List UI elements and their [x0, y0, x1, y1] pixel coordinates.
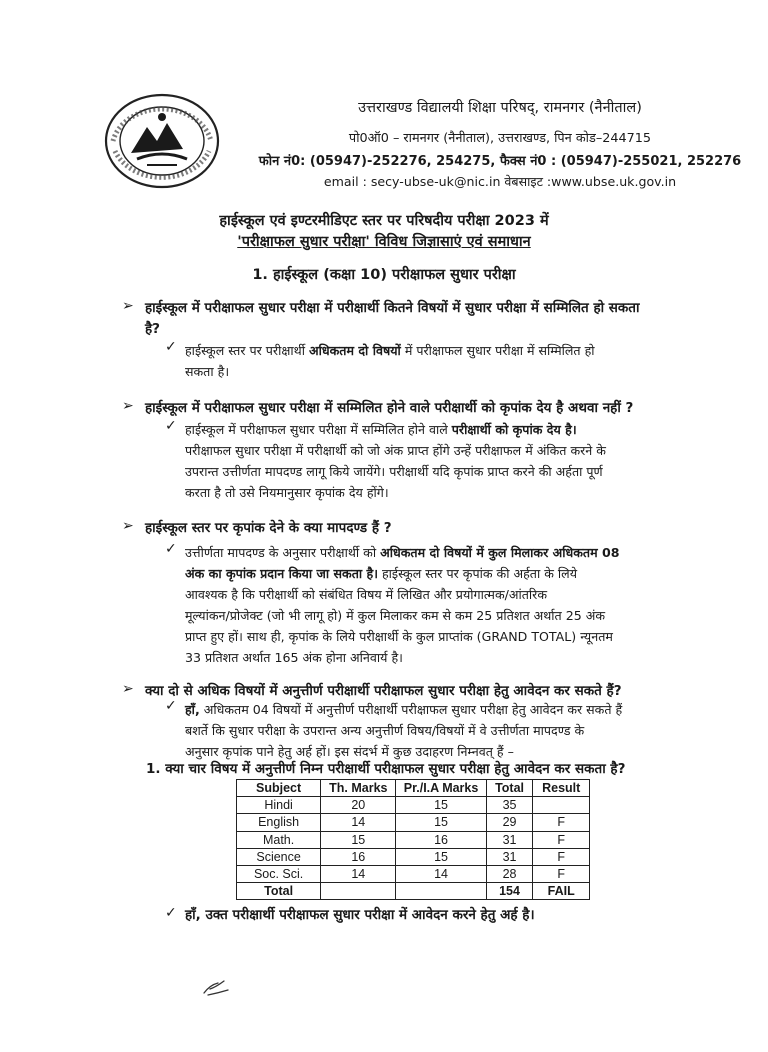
answer-2 — [185, 419, 665, 503]
answer-4 — [185, 699, 665, 762]
table-cell: Science — [237, 848, 321, 865]
table-row — [237, 814, 590, 831]
arrow-bullet-icon: ➢ — [122, 681, 134, 697]
check-mark-icon: ✓ — [165, 339, 177, 355]
answer-emphasis: अधिकतम दो विषयों में कुल मिलाकर अधिकतम 08 — [380, 545, 620, 560]
table-cell: Hindi — [237, 797, 321, 814]
table-cell: 15 — [321, 831, 396, 848]
table-header-cell: Pr./I.A Marks — [396, 780, 486, 797]
answer-1 — [185, 340, 665, 382]
answer-text: उपरान्त उत्तीर्णता मापदण्ड लागू किये जायेंगे। परीक्षार्थी यदि कृपांक प्राप्त करने की अर्हता पूर्ण — [185, 464, 603, 479]
answer-emphasis: हाँ, — [185, 702, 200, 717]
arrow-bullet-icon: ➢ — [122, 398, 134, 414]
answer-text: मूल्यांकन/प्रोजेक्ट (जो भी लागू हो) में कुल मिलाकर कम से कम 25 प्रतिशत अर्थात 25 अंक — [185, 608, 606, 623]
table-row — [237, 797, 590, 814]
document-title: हाईस्कूल एवं इण्टरमीडिएट स्तर पर परिषदीय परीक्षा 2023 में — [219, 213, 549, 229]
final-answer: हाँ, उक्त परीक्षार्थी परीक्षाफल सुधार परीक्षा में आवेदन करने हेतु अर्ह है। — [185, 907, 535, 923]
answer-text: परीक्षाफल सुधार परीक्षा में परीक्षार्थी को जो अंक प्राप्त होंगे उन्हें परीक्षाफल में अंकित करने के — [185, 443, 606, 458]
check-mark-icon: ✓ — [165, 905, 177, 921]
table-cell: F — [533, 814, 590, 831]
question-2: हाईस्कूल में परीक्षाफल सुधार परीक्षा में सम्मिलित होने वाले परीक्षार्थी को कृपांक देय है अथवा नहीं ? — [145, 400, 634, 416]
board-address: पो0ऑ0 – रामनगर (नैनीताल), उत्तराखण्ड, पिन कोड–244715 — [348, 131, 652, 146]
answer-3 — [185, 542, 665, 668]
arrow-bullet-icon: ➢ — [122, 298, 134, 314]
table-cell — [533, 797, 590, 814]
table-row — [237, 831, 590, 848]
answer-text: हाईस्कूल स्तर पर कृपांक की अर्हता के लिये — [377, 566, 578, 581]
table-header-cell: Subject — [237, 780, 321, 797]
table-cell: 31 — [486, 848, 533, 865]
table-cell: F — [533, 848, 590, 865]
table-cell: 16 — [321, 848, 396, 865]
check-mark-icon: ✓ — [165, 541, 177, 557]
table-cell: 35 — [486, 797, 533, 814]
table-header-cell: Result — [533, 780, 590, 797]
question-4: क्या दो से अधिक विषयों में अनुत्तीर्ण परीक्षार्थी परीक्षाफल सुधार परीक्षा हेतु आवेदन कर सकते हैं? — [145, 683, 622, 699]
table-cell: 15 — [396, 814, 486, 831]
section-heading: 1. हाईस्कूल (कक्षा 10) परीक्षाफल सुधार परीक्षा — [252, 267, 516, 283]
answer-text: अधिकतम 04 विषयों में अनुत्तीर्ण परीक्षार्थी परीक्षाफल सुधार परीक्षा हेतु आवेदन कर सकते हैं — [199, 702, 623, 717]
board-seal-logo — [103, 93, 221, 189]
table-total-row — [237, 883, 590, 900]
board-name: उत्तराखण्ड विद्यालयी शिक्षा परिषद्, रामनगर (नैनीताल) — [358, 100, 642, 116]
check-mark-icon: ✓ — [165, 418, 177, 434]
answer-emphasis: अंक का कृपांक प्रदान किया जा सकता है। — [185, 566, 378, 581]
table-cell: 20 — [321, 797, 396, 814]
table-cell: Total — [237, 883, 321, 900]
answer-text: प्राप्त हुए हों। साथ ही, कृपांक के लिये परीक्षार्थी के कुल प्राप्तांक (GRAND TOTAL) न्यूनतम — [185, 629, 613, 644]
table-cell: 28 — [486, 865, 533, 882]
board-email-website: email : secy-ubse-uk@nic.in वेबसाइट :www.ubse.uk.gov.in — [323, 174, 677, 189]
answer-text: हाईस्कूल में परीक्षाफल सुधार परीक्षा में सम्मिलित होने वाले — [185, 422, 452, 437]
arrow-bullet-icon: ➢ — [122, 518, 134, 534]
question-text: है? — [145, 321, 160, 337]
handwritten-initials-signature — [200, 975, 234, 999]
answer-text: सकता है। — [185, 364, 230, 379]
table-header-row — [237, 780, 590, 797]
table-cell: 14 — [321, 814, 396, 831]
table-cell: Soc. Sci. — [237, 865, 321, 882]
example-heading: 1. क्या चार विषय में अनुत्तीर्ण निम्न परीक्षार्थी परीक्षाफल सुधार परीक्षा हेतु आवेदन कर सकता है? — [146, 761, 626, 777]
question-1 — [145, 298, 705, 340]
marks-table — [236, 779, 590, 900]
table-row — [237, 848, 590, 865]
question-3: हाईस्कूल स्तर पर कृपांक देने के क्या मापदण्ड हैं ? — [145, 520, 392, 536]
board-phone-fax: फोन नं0: (05947)-252276, 254275, फैक्स नं0 : (05947)-255021, 252276 — [258, 154, 742, 169]
answer-text: अनुसार कृपांक पाने हेतु अर्ह हों। इस संदर्भ में कुछ उदाहरण निम्नवत् हैं – — [185, 744, 514, 759]
document-subtitle: 'परीक्षाफल सुधार परीक्षा' विविध जिज्ञासाएं एवं समाधान — [237, 234, 531, 250]
table-row — [237, 865, 590, 882]
table-cell: F — [533, 831, 590, 848]
answer-emphasis: अधिकतम दो विषयों — [308, 343, 401, 358]
table-cell: 15 — [396, 848, 486, 865]
table-cell: 29 — [486, 814, 533, 831]
answer-text: करता है तो उसे नियमानुसार कृपांक देय होंगे। — [185, 485, 389, 500]
table-header-cell: Total — [486, 780, 533, 797]
table-cell: 14 — [396, 865, 486, 882]
question-text: हाईस्कूल में परीक्षाफल सुधार परीक्षा में परीक्षार्थी कितने विषयों में सुधार परीक्षा में सम्मिलित हो सकता — [145, 300, 640, 316]
table-cell: 14 — [321, 865, 396, 882]
answer-text: बशर्ते कि सुधार परीक्षा के उपरान्त अन्य अनुत्तीर्ण विषय/विषयों में वे उत्तीर्णता मापदण्ड के — [185, 723, 585, 738]
table-cell: 16 — [396, 831, 486, 848]
answer-text: 33 प्रतिशत अर्थात 165 अंक होना अनिवार्य है। — [185, 650, 403, 665]
table-cell: 31 — [486, 831, 533, 848]
answer-text: में परीक्षाफल सुधार परीक्षा में सम्मिलित हो — [400, 343, 595, 358]
table-cell: 154 — [486, 883, 533, 900]
table-cell — [321, 883, 396, 900]
answer-emphasis: परीक्षार्थी को कृपांक देय है। — [451, 422, 577, 437]
table-cell: F — [533, 865, 590, 882]
table-cell: English — [237, 814, 321, 831]
check-mark-icon: ✓ — [165, 698, 177, 714]
answer-text: हाईस्कूल स्तर पर परीक्षार्थी — [185, 343, 309, 358]
answer-text: आवश्यक है कि परीक्षार्थी को संबंधित विषय में लिखित और प्रयोगात्मक/आंतरिक — [185, 587, 548, 602]
table-cell: 15 — [396, 797, 486, 814]
table-cell — [396, 883, 486, 900]
answer-text: उत्तीर्णता मापदण्ड के अनुसार परीक्षार्थी को — [185, 545, 381, 560]
table-header-cell: Th. Marks — [321, 780, 396, 797]
table-cell: FAIL — [533, 883, 590, 900]
table-cell: Math. — [237, 831, 321, 848]
